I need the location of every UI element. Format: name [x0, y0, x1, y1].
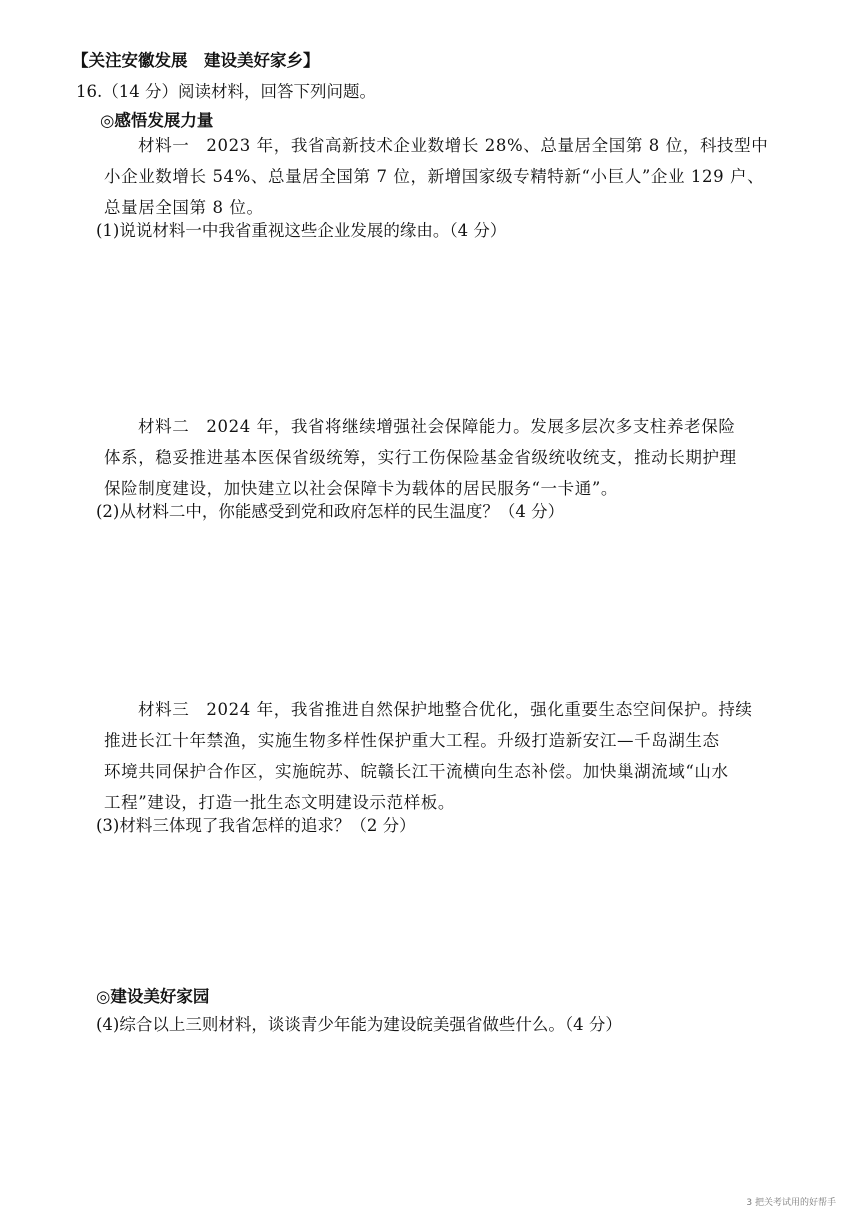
section-title-development: ◎感悟发展力量 — [100, 111, 214, 130]
sub-question-2: (2)从材料二中，你能感受到党和政府怎样的民生温度？（4 分） — [96, 502, 565, 521]
question-16-title: 16.（14 分）阅读材料，回答下列问题。 — [76, 82, 376, 101]
section-header: 【关注安徽发展 建设美好家乡】 — [72, 51, 320, 70]
material-3-line-1: 材料三 2024 年，我省推进自然保护地整合优化，强化重要生态空间保护。持续 — [138, 700, 753, 719]
material-1-line-3: 总量居全国第 8 位。 — [104, 198, 264, 217]
material-3-line-3: 环境共同保护合作区，实施皖苏、皖赣长江干流横向生态补偿。加快巢湖流域“山水 — [104, 762, 729, 781]
material-2-line-3: 保险制度建设，加快建立以社会保障卡为载体的居民服务“一卡通”。 — [104, 479, 618, 498]
material-1 — [104, 130, 768, 223]
material-2-line-1: 材料二 2024 年，我省将继续增强社会保障能力。发展多层次多支柱养老保险 — [138, 417, 736, 436]
section-title-homeland: ◎建设美好家园 — [96, 987, 210, 1006]
material-3 — [104, 694, 753, 818]
sub-question-4: (4)综合以上三则材料，谈谈青少年能为建设皖美强省做些什么。（4 分） — [96, 1015, 622, 1034]
sub-question-3: (3)材料三体现了我省怎样的追求？（2 分） — [96, 816, 416, 835]
material-1-line-2: 小企业数增长 54%、总量居全国第 7 位，新增国家级专精特新“小巨人”企业 129 户、 — [104, 167, 765, 186]
material-2 — [104, 411, 737, 504]
footer-note: 3 把关考试用的好帮手 — [746, 1198, 836, 1208]
material-2-line-2: 体系，稳妥推进基本医保省级统筹，实行工伤保险基金省级统收统支，推动长期护理 — [104, 448, 737, 467]
material-1-line-1: 材料一 2023 年，我省高新技术企业数增长 28%、总量居全国第 8 位，科技型中 — [138, 136, 769, 155]
sub-question-1: (1)说说材料一中我省重视这些企业发展的缘由。（4 分） — [96, 221, 507, 240]
material-3-line-4: 工程”建设，打造一批生态文明建设示范样板。 — [104, 793, 456, 812]
material-3-line-2: 推进长江十年禁渔，实施生物多样性保护重大工程。升级打造新安江—千岛湖生态 — [104, 731, 720, 750]
